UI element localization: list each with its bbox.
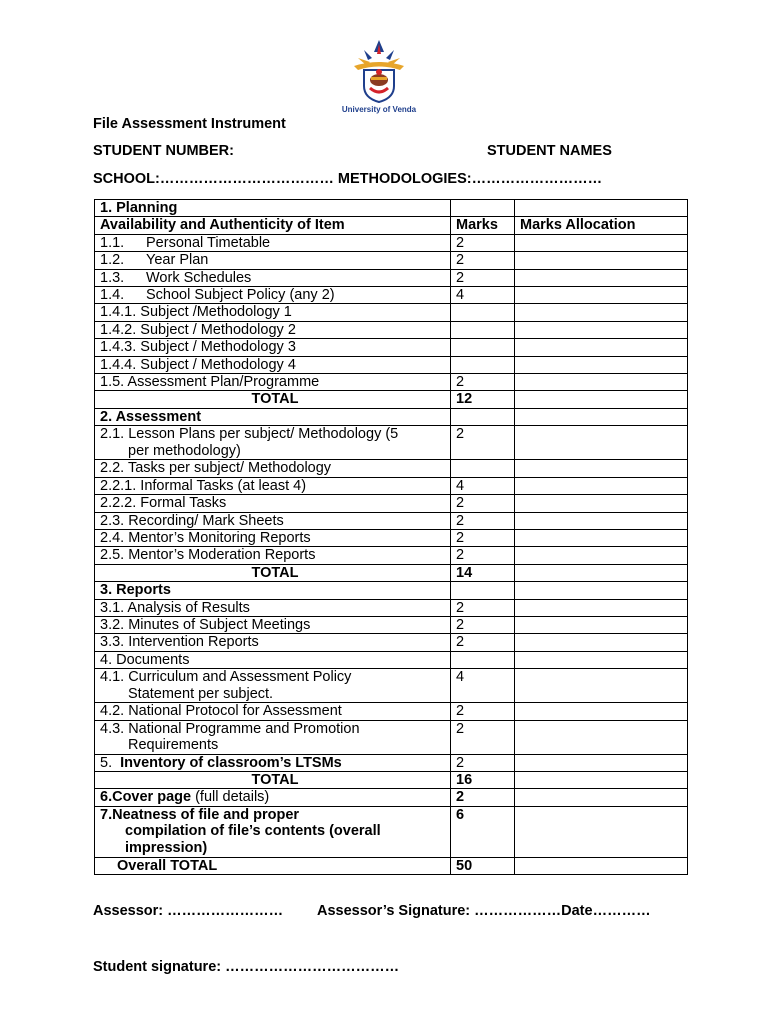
allocation-cell[interactable] xyxy=(515,391,688,408)
allocation-cell[interactable] xyxy=(515,789,688,806)
allocation-cell[interactable] xyxy=(515,426,688,460)
allocation-cell[interactable] xyxy=(515,754,688,771)
item-label: 1.4.2. Subject / Methodology 2 xyxy=(95,321,451,338)
total-label: TOTAL xyxy=(95,564,451,581)
university-logo xyxy=(334,36,424,120)
table-row xyxy=(95,599,688,616)
allocation-cell[interactable] xyxy=(515,703,688,720)
item-label: 1.4.3. Subject / Methodology 3 xyxy=(95,339,451,356)
item-label: 1.4.1. Subject /Methodology 1 xyxy=(95,304,451,321)
allocation-cell[interactable] xyxy=(515,269,688,286)
allocation-cell[interactable] xyxy=(515,771,688,788)
table-row xyxy=(95,269,688,286)
table-row xyxy=(95,651,688,668)
item-marks: 4 xyxy=(451,669,515,703)
item-marks: 2 xyxy=(451,426,515,460)
section-title: 3. Reports xyxy=(95,582,451,599)
allocation-cell[interactable] xyxy=(515,547,688,564)
total-row xyxy=(95,391,688,408)
item-label: 4.1. Curriculum and Assessment Policy Statement per subject. xyxy=(95,669,451,703)
allocation-cell[interactable] xyxy=(515,356,688,373)
table-row xyxy=(95,806,688,857)
item-marks: 6 xyxy=(451,806,515,857)
table-row xyxy=(95,200,688,217)
table-row xyxy=(95,547,688,564)
allocation-cell[interactable] xyxy=(515,460,688,477)
table-row xyxy=(95,252,688,269)
document-title: File Assessment Instrument xyxy=(93,116,286,132)
allocation-cell[interactable] xyxy=(515,634,688,651)
item-label: 1.4. School Subject Policy (any 2) xyxy=(95,287,451,304)
allocation-cell[interactable] xyxy=(515,720,688,754)
school-methodologies-line: SCHOOL:……………………………… METHODOLOGIES:……………………… xyxy=(93,171,603,187)
item-marks: 2 xyxy=(451,252,515,269)
table-row xyxy=(95,616,688,633)
item-label: 1.2. Year Plan xyxy=(95,252,451,269)
item-label: 2.2.1. Informal Tasks (at least 4) xyxy=(95,477,451,494)
overall-total-marks: 50 xyxy=(451,857,515,874)
section-title: 1. Planning xyxy=(95,200,451,217)
item-marks: 2 xyxy=(451,789,515,806)
item-marks: 2 xyxy=(451,754,515,771)
table-row xyxy=(95,321,688,338)
overall-total-row xyxy=(95,857,688,874)
column-header-marks: Marks xyxy=(451,217,515,234)
total-marks: 16 xyxy=(451,771,515,788)
allocation-cell[interactable] xyxy=(515,374,688,391)
item-marks: 2 xyxy=(451,634,515,651)
total-marks: 12 xyxy=(451,391,515,408)
item-marks: 2 xyxy=(451,529,515,546)
item-marks: 2 xyxy=(451,512,515,529)
allocation-cell[interactable] xyxy=(515,512,688,529)
item-label: 3.3. Intervention Reports xyxy=(95,634,451,651)
item-label: 1.5. Assessment Plan/Programme xyxy=(95,374,451,391)
table-row xyxy=(95,304,688,321)
table-row xyxy=(95,754,688,771)
total-row xyxy=(95,771,688,788)
allocation-cell[interactable] xyxy=(515,857,688,874)
allocation-cell[interactable] xyxy=(515,287,688,304)
allocation-cell[interactable] xyxy=(515,806,688,857)
table-row xyxy=(95,234,688,251)
table-row xyxy=(95,720,688,754)
assessor-line: Assessor: …………………… xyxy=(93,903,284,919)
table-row xyxy=(95,408,688,425)
table-row xyxy=(95,356,688,373)
allocation-cell[interactable] xyxy=(515,234,688,251)
item-label: 6.Cover page (full details) xyxy=(95,789,451,806)
table-row xyxy=(95,339,688,356)
student-number-label: STUDENT NUMBER: xyxy=(93,143,234,159)
item-label: 1.1. Personal Timetable xyxy=(95,234,451,251)
section-title: 2. Assessment xyxy=(95,408,451,425)
item-marks: 2 xyxy=(451,269,515,286)
university-crest-icon xyxy=(334,36,424,106)
total-label: TOTAL xyxy=(95,771,451,788)
table-row xyxy=(95,789,688,806)
item-marks: 2 xyxy=(451,495,515,512)
allocation-cell[interactable] xyxy=(515,304,688,321)
allocation-cell[interactable] xyxy=(515,252,688,269)
allocation-cell[interactable] xyxy=(515,599,688,616)
table-row xyxy=(95,287,688,304)
table-row xyxy=(95,426,688,460)
total-marks: 14 xyxy=(451,564,515,581)
allocation-cell[interactable] xyxy=(515,529,688,546)
item-marks: 2 xyxy=(451,703,515,720)
item-label: 2.2.2. Formal Tasks xyxy=(95,495,451,512)
allocation-cell[interactable] xyxy=(515,495,688,512)
item-marks: 4 xyxy=(451,287,515,304)
assessor-signature-line: Assessor’s Signature: ………………Date………… xyxy=(317,903,651,919)
section-title: 4. Documents xyxy=(95,651,451,668)
table-row xyxy=(95,374,688,391)
allocation-cell[interactable] xyxy=(515,339,688,356)
table-row xyxy=(95,703,688,720)
item-label: 2.2. Tasks per subject/ Methodology xyxy=(95,460,451,477)
assessment-table xyxy=(94,199,688,875)
table-row xyxy=(95,495,688,512)
item-marks: 2 xyxy=(451,547,515,564)
table-row xyxy=(95,582,688,599)
column-header-item: Availability and Authenticity of Item xyxy=(95,217,451,234)
table-row xyxy=(95,477,688,494)
item-label: 2.1. Lesson Plans per subject/ Methodology (5 per methodology) xyxy=(95,426,451,460)
item-marks: 2 xyxy=(451,374,515,391)
item-marks: 4 xyxy=(451,477,515,494)
allocation-cell[interactable] xyxy=(515,564,688,581)
item-label: 5. Inventory of classroom’s LTSMs xyxy=(95,754,451,771)
item-label: 1.3. Work Schedules xyxy=(95,269,451,286)
table-row xyxy=(95,512,688,529)
logo-caption: University of Venda xyxy=(341,105,417,114)
item-marks: 2 xyxy=(451,616,515,633)
item-label: 4.3. National Programme and Promotion Requirements xyxy=(95,720,451,754)
item-label: 4.2. National Protocol for Assessment xyxy=(95,703,451,720)
overall-total-label: Overall TOTAL xyxy=(95,857,451,874)
item-label: 3.1. Analysis of Results xyxy=(95,599,451,616)
student-names-label: STUDENT NAMES xyxy=(487,143,612,159)
item-marks: 2 xyxy=(451,234,515,251)
item-label: 2.4. Mentor’s Monitoring Reports xyxy=(95,529,451,546)
item-label: 2.5. Mentor’s Moderation Reports xyxy=(95,547,451,564)
student-signature-line: Student signature: ……………………………… xyxy=(93,959,400,975)
total-row xyxy=(95,564,688,581)
item-marks: 2 xyxy=(451,720,515,754)
item-label: 7.Neatness of file and proper compilation of file’s contents (overall impression) xyxy=(95,806,451,857)
allocation-cell[interactable] xyxy=(515,616,688,633)
item-label: 2.3. Recording/ Mark Sheets xyxy=(95,512,451,529)
table-row xyxy=(95,460,688,477)
total-label: TOTAL xyxy=(95,391,451,408)
allocation-cell[interactable] xyxy=(515,669,688,703)
allocation-cell[interactable] xyxy=(515,321,688,338)
table-row xyxy=(95,634,688,651)
item-marks: 2 xyxy=(451,599,515,616)
table-row xyxy=(95,529,688,546)
item-label: 3.2. Minutes of Subject Meetings xyxy=(95,616,451,633)
item-label: 1.4.4. Subject / Methodology 4 xyxy=(95,356,451,373)
allocation-cell[interactable] xyxy=(515,477,688,494)
table-row xyxy=(95,669,688,703)
table-header-row xyxy=(95,217,688,234)
column-header-allocation: Marks Allocation xyxy=(515,217,688,234)
